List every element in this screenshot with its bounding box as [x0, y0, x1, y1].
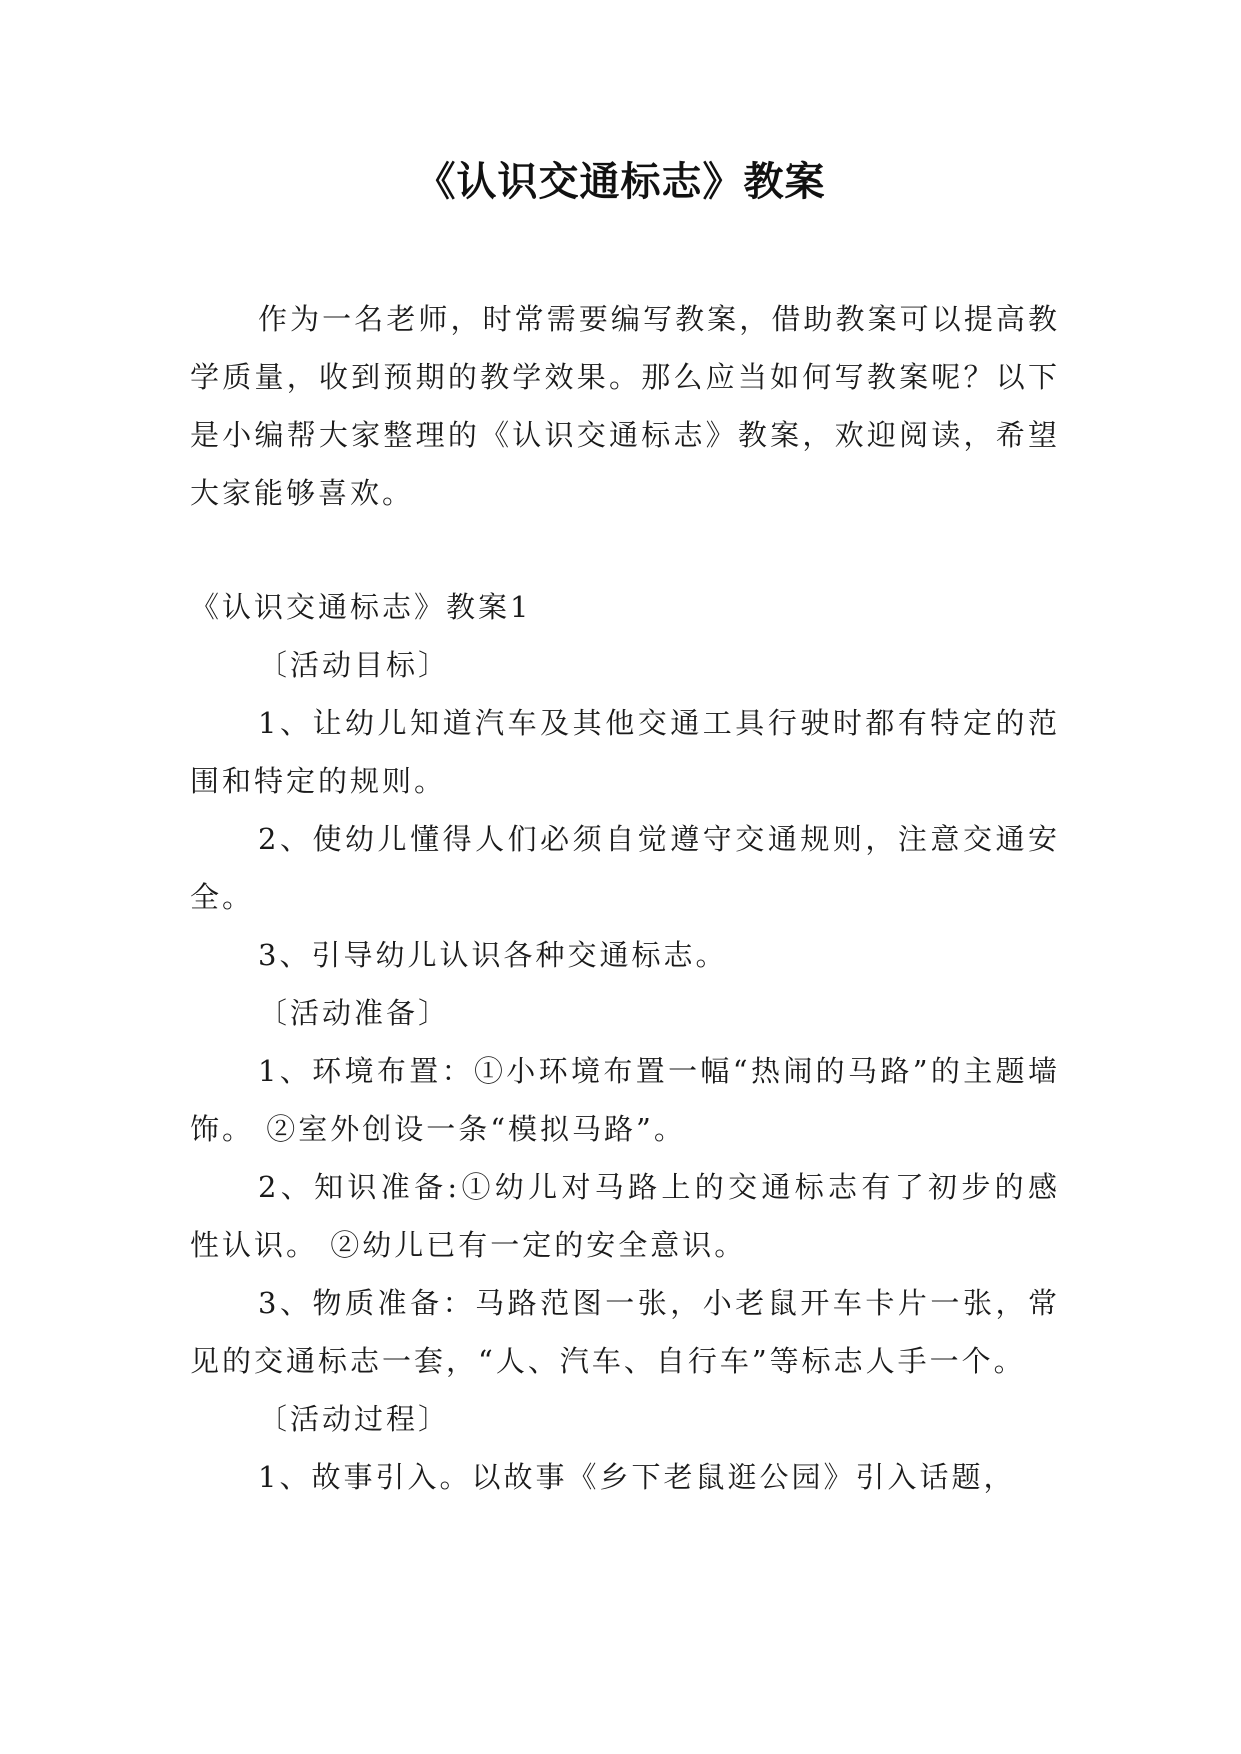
goals-heading: 〔活动目标〕 — [258, 648, 451, 682]
lesson-plan-section — [190, 578, 1060, 1506]
prep-item-3: 3、物质准备：马路范图一张，小老鼠开车卡片一张，常见的交通标志一套，“人、汽车、自行车”等标志人手一个。 — [190, 1286, 1060, 1378]
process-item-1: 1、故事引入。以故事《乡下老鼠逛公园》引入话题， — [258, 1460, 1016, 1494]
document-title: 《认识交通标志》教案 — [415, 159, 826, 205]
goal-item-2: 2、使幼儿懂得人们必须自觉遵守交通规则，注意交通安全。 — [190, 822, 1060, 914]
goal-item-1: 1、让幼儿知道汽车及其他交通工具行驶时都有特定的范围和特定的规则。 — [190, 706, 1060, 798]
process-heading: 〔活动过程〕 — [258, 1402, 451, 1436]
prep-item-1: 1、环境布置：①小环境布置一幅“热闹的马路”的主题墙饰。 ②室外创设一条“模拟马路”。 — [190, 1054, 1060, 1146]
section-heading: 《认识交通标志》教案1 — [190, 590, 532, 624]
goal-item-3: 3、引导幼儿认识各种交通标志。 — [258, 938, 728, 972]
intro-paragraph: 作为一名老师，时常需要编写教案，借助教案可以提高教学质量，收到预期的教学效果。那么应当如何写教案呢？以下是小编帮大家整理的《认识交通标志》教案，欢迎阅读，希望大家能够喜欢。 — [190, 302, 1060, 510]
prep-item-2: 2、知识准备:①幼儿对马路上的交通标志有了初步的感性认识。 ②幼儿已有一定的安全意识。 — [190, 1170, 1060, 1262]
prep-heading: 〔活动准备〕 — [258, 996, 451, 1030]
intro-block — [190, 290, 1060, 522]
